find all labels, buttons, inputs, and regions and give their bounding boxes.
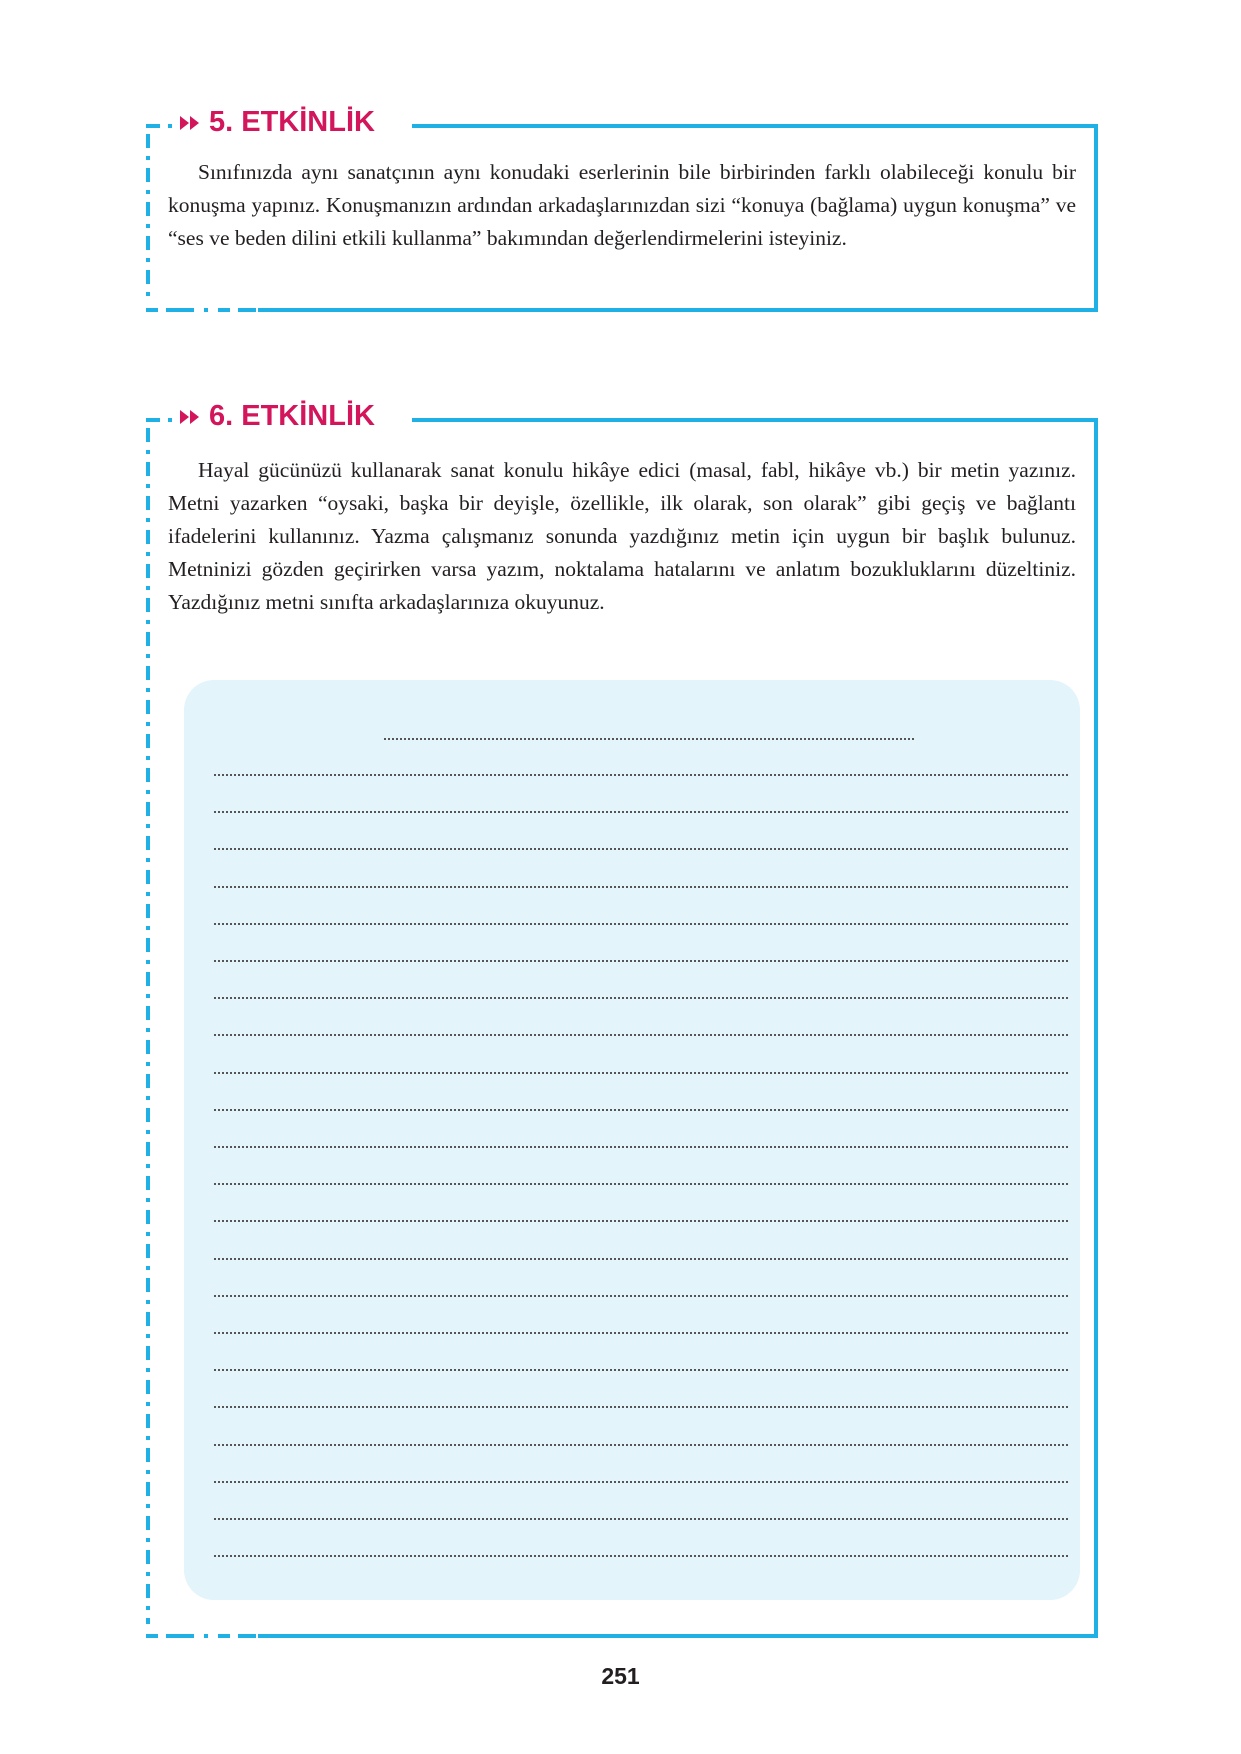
frame-top-line bbox=[412, 124, 1098, 128]
activity-6-instructions: Hayal gücünüzü kullanarak sanat konulu hikâye edici (masal, fabl, hikâye vb.) bir metin yazınız. Metni yazarken “oysaki, başka bir deyişle, özellikle, ilk olarak, son olarak” gibi geçiş ve bağlantı ifadelerini kullanınız. Yazma çalışmanız sonunda yazdığınız metin için uygun bir başlık bulunuz. Metninizi gözden geçirirken varsa yazım, noktalama hatalarını ve anlatım bozukluklarını düzeltiniz. Yazdığınız metni sınıfta arkadaşlarınıza okuyunuz. bbox=[168, 458, 1076, 614]
double-arrow-icon bbox=[180, 410, 199, 424]
answer-line[interactable] bbox=[214, 1332, 1068, 1334]
answer-line[interactable] bbox=[214, 960, 1068, 962]
page-number: 251 bbox=[601, 1663, 640, 1689]
answer-line[interactable] bbox=[214, 1295, 1068, 1297]
answer-line[interactable] bbox=[214, 1146, 1068, 1148]
frame-corner-dash bbox=[146, 418, 176, 422]
frame-left-dashed-line bbox=[146, 134, 150, 298]
answer-line[interactable] bbox=[214, 811, 1068, 813]
frame-right-line bbox=[1094, 124, 1098, 312]
answer-line[interactable] bbox=[214, 1220, 1068, 1222]
frame-bottom-dashed-line bbox=[146, 1634, 256, 1638]
answer-line[interactable] bbox=[214, 1406, 1068, 1408]
activity-5-frame bbox=[146, 106, 1098, 312]
answer-line[interactable] bbox=[214, 1518, 1068, 1520]
answer-line[interactable] bbox=[214, 923, 1068, 925]
answer-line[interactable] bbox=[214, 1258, 1068, 1260]
frame-bottom-line bbox=[258, 1634, 1098, 1638]
answer-line[interactable] bbox=[214, 1369, 1068, 1371]
answer-line[interactable] bbox=[214, 774, 1068, 776]
activity-6-heading bbox=[180, 400, 375, 433]
answer-line[interactable] bbox=[214, 1183, 1068, 1185]
activity-6-title: 6. ETKİNLİK bbox=[209, 400, 375, 432]
writing-answer-area[interactable] bbox=[184, 680, 1080, 1600]
answer-line[interactable] bbox=[214, 848, 1068, 850]
answer-line[interactable] bbox=[214, 1481, 1068, 1483]
answer-line[interactable] bbox=[214, 1444, 1068, 1446]
double-arrow-icon bbox=[180, 116, 199, 130]
frame-left-dashed-line bbox=[146, 428, 150, 1624]
answer-title-line[interactable] bbox=[384, 738, 914, 740]
frame-top-line bbox=[412, 418, 1098, 422]
frame-bottom-dashed-line bbox=[146, 308, 256, 312]
answer-line[interactable] bbox=[214, 1555, 1068, 1557]
activity-5-heading bbox=[180, 106, 375, 139]
answer-line[interactable] bbox=[214, 1072, 1068, 1074]
activity-5-instructions: Sınıfınızda aynı sanatçının aynı konudaki eserlerinin bile birbirinden farklı olabileceği konulu bir konuşma yapınız. Konuşmanızın ardından arkadaşlarınızdan sizi “konuya (bağlama) uygun konuşma” ve “ses ve beden dilini etkili kullanma” bakımından değerlendirmelerini isteyiniz. bbox=[168, 160, 1076, 250]
answer-line[interactable] bbox=[214, 1109, 1068, 1111]
answer-line[interactable] bbox=[214, 997, 1068, 999]
frame-bottom-line bbox=[258, 308, 1098, 312]
answer-line[interactable] bbox=[214, 886, 1068, 888]
frame-corner-dash bbox=[146, 124, 176, 128]
answer-line[interactable] bbox=[214, 1034, 1068, 1036]
activity-6-frame bbox=[146, 400, 1098, 1638]
frame-right-line bbox=[1094, 418, 1098, 1638]
activity-5-title: 5. ETKİNLİK bbox=[209, 106, 375, 138]
